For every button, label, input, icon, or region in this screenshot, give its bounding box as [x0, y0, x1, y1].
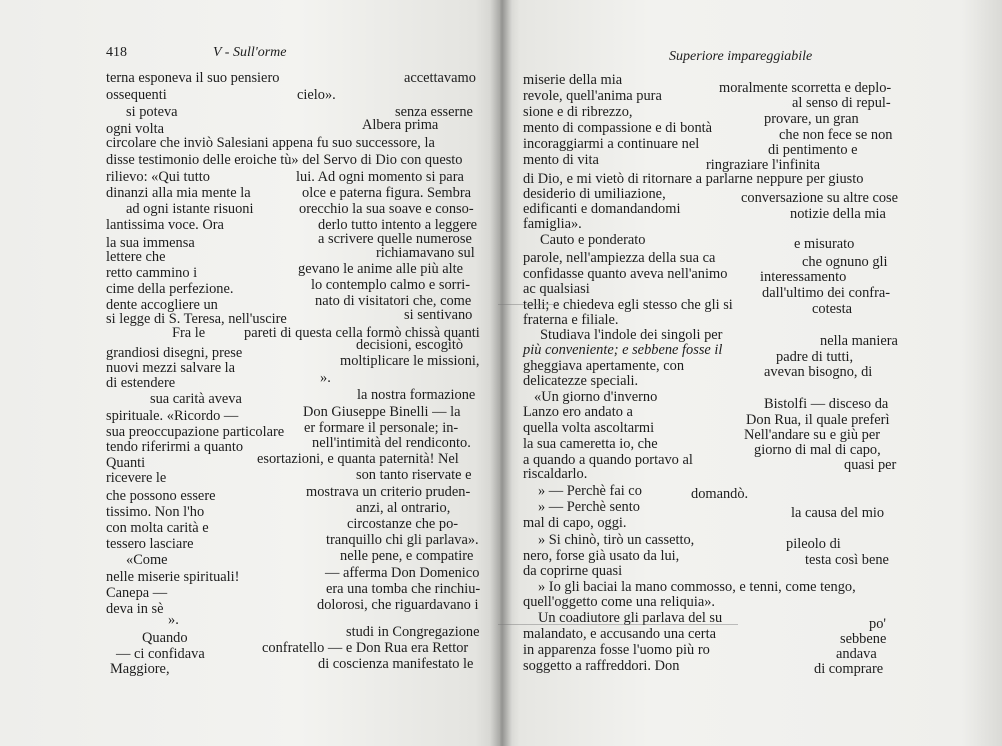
text-fragment: di estendere — [106, 375, 176, 391]
text-fragment: olce e paterna figura. Sembra — [302, 185, 472, 201]
text-fragment: al senso di repul- — [792, 95, 891, 111]
text-fragment: Albera prima — [362, 117, 439, 133]
text-fragment: tessero lasciare — [106, 536, 194, 552]
text-fragment: sione e di ribrezzo, — [523, 104, 633, 120]
text-fragment: che non fece se non — [779, 127, 893, 143]
text-fragment: Nell'andare su e giù per — [744, 427, 881, 443]
text-fragment: la sua cameretta io, che — [523, 436, 658, 452]
text-fragment: er formare il personale; in- — [304, 420, 459, 436]
text-fragment: miserie della mia — [523, 72, 623, 88]
text-fragment: orecchio la sua soave e conso- — [299, 201, 474, 217]
text-fragment: gevano le anime alle più alte — [298, 261, 464, 277]
text-fragment: circolare che inviò Salesiani appena fu suo successore, la — [106, 135, 435, 151]
text-fragment: — ci confidava — [116, 646, 205, 662]
right-page — [500, 0, 1002, 746]
text-fragment: andava — [836, 646, 877, 662]
text-fragment: parole, nell'ampiezza della sua ca — [523, 250, 716, 266]
text-fragment: disse testimonio delle eroiche tù» del Servo di Dio con questo — [106, 152, 463, 168]
text-fragment: edificanti e domandandomi — [523, 201, 681, 217]
text-fragment: in apparenza fosse l'uomo più ro — [523, 642, 710, 658]
text-fragment: tissimo. Non l'ho — [106, 504, 205, 520]
text-fragment: ricevere le — [106, 470, 167, 486]
text-fragment: che ognuno gli — [802, 254, 888, 270]
text-fragment: rilievo: «Qui tutto — [106, 169, 210, 185]
text-fragment: malandato, e accusando una certa — [523, 626, 716, 642]
text-fragment: era una tomba che rinchiu- — [326, 581, 481, 597]
text-fragment: retto cammino i — [106, 265, 198, 281]
text-fragment: senza esserne — [395, 104, 473, 120]
text-fragment: mento di compassione e di bontà — [523, 120, 713, 136]
text-fragment: Quanti — [106, 455, 146, 471]
text-fragment: studi in Congregazione — [346, 624, 480, 640]
text-fragment: mostrava un criterio pruden- — [306, 484, 471, 500]
text-fragment: sua preoccupazione particolare — [106, 424, 285, 440]
text-fragment: testa così bene — [805, 552, 889, 568]
left-page — [0, 0, 500, 746]
text-fragment: confratello — e Don Rua era Rettor — [262, 640, 469, 656]
text-fragment: a quando a quando portavo al — [523, 452, 693, 468]
text-fragment: avevan bisogno, di — [764, 364, 873, 380]
page-number: 418 — [106, 45, 127, 60]
text-fragment: nuovi mezzi salvare la — [106, 360, 236, 376]
text-fragment: di comprare — [814, 661, 884, 677]
text-fragment: ad ogni istante risuoni — [126, 201, 254, 217]
text-fragment: Don Giuseppe Binelli — la — [303, 404, 461, 420]
text-fragment: confidasse quanto aveva nell'animo — [523, 266, 728, 282]
text-fragment: ossequenti — [106, 87, 167, 103]
text-fragment: cotesta — [812, 301, 852, 317]
text-fragment: son tanto riservate e — [356, 467, 472, 483]
text-fragment: si sentivano — [404, 307, 473, 323]
text-fragment: cielo». — [297, 87, 336, 103]
scan-artifact-line — [498, 304, 558, 305]
text-fragment: soggetto a raffreddori. Don — [523, 658, 680, 674]
text-fragment: circostanze che po- — [347, 516, 459, 532]
text-fragment: quella volta ascoltarmi — [523, 420, 655, 436]
text-fragment: fraterna e filiale. — [523, 312, 619, 328]
text-fragment: ringraziare l'infinita — [706, 157, 821, 173]
scan-artifact-line — [498, 624, 738, 625]
text-fragment: Fra le — [172, 325, 206, 341]
text-fragment: revole, quell'anima pura — [523, 88, 662, 104]
text-fragment: dente accogliere un — [106, 297, 218, 313]
text-fragment: sua carità aveva — [150, 391, 242, 407]
text-fragment: delicatezze speciali. — [523, 373, 639, 389]
text-fragment: decisioni, escogitò — [356, 337, 464, 353]
text-fragment: derlo tutto intento a leggere — [318, 217, 478, 233]
text-fragment: mento di vita — [523, 152, 599, 168]
text-fragment: esortazioni, e quanta paternità! Nel — [257, 451, 459, 467]
text-fragment: anzi, al ontrario, — [356, 500, 451, 516]
text-fragment: che possono essere — [106, 488, 216, 504]
text-fragment: grandiosi disegni, prese — [106, 345, 243, 361]
text-fragment: nero, forse già usato da lui, — [523, 548, 680, 564]
text-fragment: conversazione su altre cose — [741, 190, 899, 206]
book-gutter-shadow — [490, 0, 512, 746]
text-fragment: mal di capo, oggi. — [523, 515, 627, 531]
text-fragment: di pentimento e — [768, 142, 858, 158]
text-fragment: gheggiava apertamente, con — [523, 358, 685, 374]
text-fragment: ». — [320, 370, 331, 386]
text-fragment: Cauto e ponderato — [540, 232, 646, 248]
text-fragment: Bistolfi — disceso da — [764, 396, 889, 412]
text-fragment: con molta carità e — [106, 520, 209, 536]
text-fragment: Maggiore, — [110, 661, 170, 677]
text-fragment: Studiava l'indole dei singoli per — [540, 327, 723, 343]
text-fragment: incoraggiarmi a continuare nel — [523, 136, 700, 152]
text-fragment: da coprirne quasi — [523, 563, 623, 579]
text-fragment: si legge di S. Teresa, nell'uscire — [106, 311, 287, 327]
text-fragment: ». — [168, 612, 179, 628]
text-fragment: moltiplicare le missioni, — [340, 353, 480, 369]
text-fragment: nell'intimità del rendiconto. — [312, 435, 471, 451]
text-fragment: » Io gli baciai la mano commosso, e tenni, come tengo, — [538, 579, 856, 595]
text-fragment: Un coadiutore gli parlava del su — [538, 610, 723, 626]
text-fragment: pareti di questa cella formò chissà quanti — [244, 325, 480, 341]
text-fragment: lo contemplo calmo e sorri- — [311, 277, 471, 293]
text-fragment: famiglia». — [523, 216, 582, 232]
text-fragment: interessamento — [760, 269, 847, 285]
text-fragment: » — Perchè fai co — [538, 483, 642, 499]
text-fragment: Quando — [142, 630, 188, 646]
text-fragment: cime della perfezione. — [106, 281, 234, 297]
text-fragment: padre di tutti, — [776, 349, 854, 365]
text-fragment: » Si chinò, tirò un cassetto, — [538, 532, 695, 548]
text-fragment: la causa del mio — [791, 505, 885, 521]
text-fragment: terna esponeva il suo pensiero — [106, 70, 280, 86]
text-fragment: dall'ultimo dei confra- — [762, 285, 891, 301]
text-fragment: lui. Ad ogni momento si para — [296, 169, 464, 185]
text-fragment: ogni volta — [106, 121, 164, 137]
text-fragment: — afferma Don Domenico — [325, 565, 480, 581]
text-fragment: e misurato — [794, 236, 855, 252]
text-fragment: richiamavano sul — [376, 245, 475, 261]
text-fragment: dolorosi, che riguardavano i — [317, 597, 479, 613]
running-head: Superiore impareggiabile — [669, 49, 813, 64]
text-fragment: ac qualsiasi — [523, 281, 590, 297]
text-fragment: telli; e chiedeva egli stesso che gli si — [523, 297, 733, 313]
text-fragment: quell'oggetto come una reliquia». — [523, 594, 716, 610]
text-fragment: più conveniente; e sebbene fosse il — [523, 342, 723, 358]
text-fragment: notizie della mia — [790, 206, 886, 222]
text-fragment: » — Perchè sento — [538, 499, 640, 515]
text-fragment: Don Rua, il quale preferì — [746, 412, 890, 428]
text-fragment: tranquillo chi gli parlava». — [326, 532, 479, 548]
text-fragment: dinanzi alla mia mente la — [106, 185, 251, 201]
text-fragment: riscaldarlo. — [523, 466, 588, 482]
text-fragment: moralmente scorretta e deplo- — [719, 80, 892, 96]
text-fragment: la sua immensa — [106, 235, 195, 251]
text-fragment: di Dio, e mi vietò di ritornare a parlarne neppure per giusto — [523, 171, 864, 187]
text-fragment: desiderio di umiliazione, — [523, 186, 666, 202]
text-fragment: lantissima voce. Ora — [106, 217, 224, 233]
running-head: V - Sull'orme — [213, 45, 287, 60]
text-fragment: nelle pene, e compatire — [340, 548, 474, 564]
text-fragment: domandò. — [691, 486, 749, 502]
text-fragment: di coscienza manifestato le — [318, 656, 474, 672]
text-fragment: pileolo di — [786, 536, 841, 552]
text-fragment: nelle miserie spirituali! — [106, 569, 240, 585]
text-fragment: a scrivere quelle numerose — [318, 231, 472, 247]
text-fragment: deva in sè — [106, 601, 164, 617]
text-fragment: nato di visitatori che, come — [315, 293, 472, 309]
text-fragment: provare, un gran — [764, 111, 859, 127]
text-fragment: accettavamo — [404, 70, 476, 86]
text-fragment: spirituale. «Ricordo — — [106, 408, 239, 424]
text-fragment: lettere che — [106, 249, 166, 265]
text-fragment: giorno di mal di capo, — [754, 442, 881, 458]
text-fragment: si poteva — [126, 104, 178, 120]
text-fragment: Lanzo ero andato a — [523, 404, 633, 420]
text-fragment: quasi per — [844, 457, 897, 473]
text-fragment: sebbene — [840, 631, 887, 647]
text-fragment: «Un giorno d'inverno — [534, 389, 658, 405]
text-fragment: tendo riferirmi a quanto — [106, 439, 244, 455]
text-fragment: «Come — [126, 552, 168, 568]
text-fragment: la nostra formazione — [357, 387, 476, 403]
text-fragment: nella maniera — [820, 333, 898, 349]
text-fragment: po' — [869, 616, 886, 632]
text-fragment: Canepa — — [106, 585, 168, 601]
